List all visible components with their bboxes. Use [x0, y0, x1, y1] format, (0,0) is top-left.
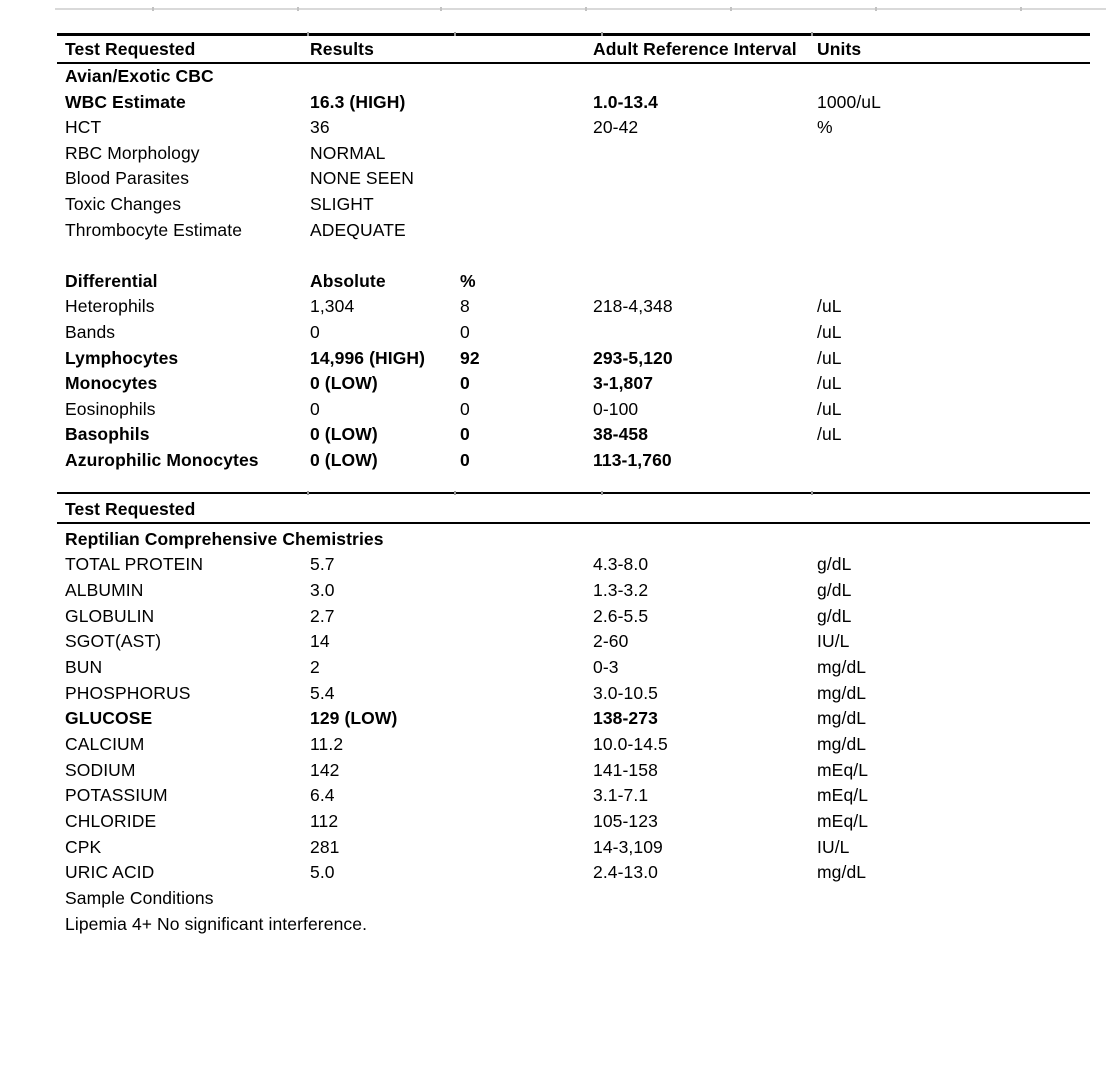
differential-header-row — [57, 269, 1090, 295]
table-row: CPK 281 14-3,109 IU/L — [65, 836, 850, 857]
table-row: PHOSPHORUS 5.4 3.0-10.5 mg/dL — [65, 682, 867, 703]
table-top-rule — [57, 492, 1090, 494]
table-row: BUN 2 0-3 mg/dL — [65, 656, 867, 677]
table-row: HCT 36 20-42 % — [65, 117, 833, 138]
table-row: CHLORIDE 112 105-123 mEq/L — [65, 811, 869, 832]
table-row: Bands 0 0 /uL — [65, 321, 842, 342]
col-header-test: Test Requested — [65, 39, 196, 59]
table-row: Heterophils 1,304 8 218-4,348 /uL — [65, 296, 842, 317]
col-header-units: Units — [817, 39, 862, 59]
differential-label: Differential — [65, 270, 158, 291]
chemistry-table — [57, 492, 1090, 938]
table-row: Eosinophils 0 0 0-100 /uL — [65, 398, 842, 419]
col-header-reference: Adult Reference Interval — [593, 39, 797, 59]
sample-conditions-note: Lipemia 4+ No significant interference. — [65, 913, 368, 934]
table-row: URIC ACID 5.0 2.4-13.0 mg/dL — [65, 862, 867, 883]
table-row: Blood Parasites NONE SEEN — [65, 168, 414, 189]
table-row: RBC Morphology NORMAL — [65, 142, 386, 163]
blank-row — [57, 243, 1090, 269]
table-row: Monocytes 0 (LOW) 0 3-1,807 /uL — [65, 373, 842, 394]
table-row: POTASSIUM 6.4 3.1-7.1 mEq/L — [65, 785, 869, 806]
table-row: Azurophilic Monocytes 0 (LOW) 0 113-1,760 — [65, 449, 672, 470]
table-row: Toxic Changes SLIGHT — [65, 193, 374, 214]
table-row: Basophils 0 (LOW) 0 38-458 /uL — [65, 424, 842, 445]
col-header-results: Results — [310, 39, 374, 59]
table-row: GLOBULIN 2.7 2.6-5.5 g/dL — [65, 605, 852, 626]
table-row: Lymphocytes 14,996 (HIGH) 92 293-5,120 /uL — [65, 347, 842, 368]
table-row: ALBUMIN 3.0 1.3-3.2 g/dL — [65, 579, 852, 600]
table-top-rule — [57, 33, 1090, 36]
table-row: WBC Estimate 16.3 (HIGH) 1.0-13.4 1000/uL — [65, 91, 881, 112]
section-title: Reptilian Comprehensive Chemistries — [65, 528, 384, 549]
page-top-divider — [55, 8, 1106, 10]
section-title-row — [57, 527, 1090, 553]
sample-conditions-label: Sample Conditions — [65, 888, 214, 909]
col-header-percent: % — [460, 270, 476, 291]
cbc-rows — [57, 64, 1090, 474]
table-row: TOTAL PROTEIN 5.7 4.3-8.0 g/dL — [65, 554, 852, 575]
table-row: Thrombocyte Estimate ADEQUATE — [65, 219, 406, 240]
table-row: CALCIUM 11.2 10.0-14.5 mg/dL — [65, 734, 867, 754]
cbc-table — [57, 33, 1090, 474]
col-header-test: Test Requested — [65, 498, 196, 519]
chem-rows — [57, 527, 1090, 938]
col-header-absolute: Absolute — [310, 270, 386, 291]
table-row: SGOT(AST) 14 2-60 IU/L — [65, 631, 850, 652]
table-row: SODIUM 142 141-158 mEq/L — [65, 759, 869, 780]
section-title-row — [57, 64, 1090, 90]
section-title: Avian/Exotic CBC — [65, 66, 214, 86]
chem-header-row — [57, 494, 1090, 524]
table-row: GLUCOSE 129 (LOW) 138-273 mg/dL — [65, 708, 867, 729]
cbc-header-row — [57, 36, 1090, 64]
